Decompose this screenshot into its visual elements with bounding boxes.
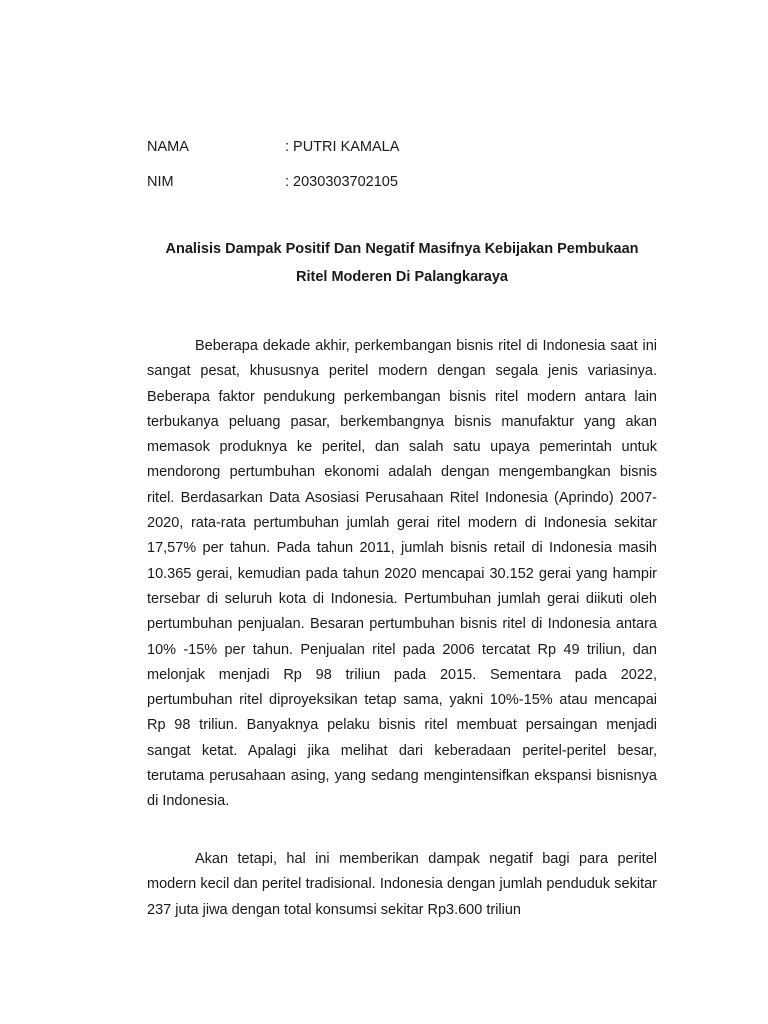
document-title-line-2: Ritel Moderen Di Palangkaraya — [296, 269, 508, 285]
body-paragraph-2 — [147, 847, 657, 923]
nim-value: : 2030303702105 — [285, 174, 398, 190]
name-label: NAMA — [147, 139, 189, 155]
body-paragraph-1 — [147, 334, 657, 815]
paragraph-text: Beberapa dekade akhir, perkembangan bisnis ritel di Indonesia saat ini sangat pesat, khususnya peritel modern dengan segala jenis variasinya. Beberapa faktor pendukung perkembangan bisnis ritel modern antara lain terbukanya peluang pasar, berkembangnya bisnis manufaktur yang akan memasok produknya ke peritel, dan salah satu upaya pemerintah untuk mendorong pertumbuhan ekonomi adalah dengan mengembangkan bisnis ritel. Berdasarkan Data Asosiasi Perusahaan Ritel Indonesia (Aprindo) 2007-2020, rata-rata pertumbuhan jumlah gerai ritel modern di Indonesia sekitar 17,57% per tahun. Pada tahun 2011, jumlah bisnis retail di Indonesia masih 10.365 gerai, kemudian pada tahun 2020 mencapai 30.152 gerai yang hampir tersebar di seluruh kota di Indonesia. Pertumbuhan jumlah gerai diikuti oleh pertumbuhan penjualan. Besaran pertumbuhan bisnis ritel di Indonesia antara 10% -15% per tahun. Penjualan ritel pada 2006 tercatat Rp 49 triliun, dan melonjak menjadi Rp 98 triliun pada 2015. Sementara pada 2022, pertumbuhan ritel diproyeksikan tetap sama, yakni 10%-15% atau mencapai Rp 98 triliun. Banyaknya pelaku bisnis ritel membuat persaingan menjadi sangat ketat. Apalagi jika melihat dari keberadaan peritel-peritel besar, terutama perusahaan asing, yang sedang mengintensifkan ekspansi bisnisnya di Indonesia. — [147, 338, 657, 810]
document-title-line-1: Analisis Dampak Positif Dan Negatif Masifnya Kebijakan Pembukaan — [165, 241, 639, 257]
name-value: : PUTRI KAMALA — [285, 139, 400, 155]
nim-label: NIM — [147, 174, 174, 190]
paragraph-text: Akan tetapi, hal ini memberikan dampak negatif bagi para peritel modern kecil dan peritel tradisional. Indonesia dengan jumlah penduduk sekitar 237 juta jiwa dengan total konsumsi sekitar Rp3.600 triliun — [147, 851, 657, 918]
